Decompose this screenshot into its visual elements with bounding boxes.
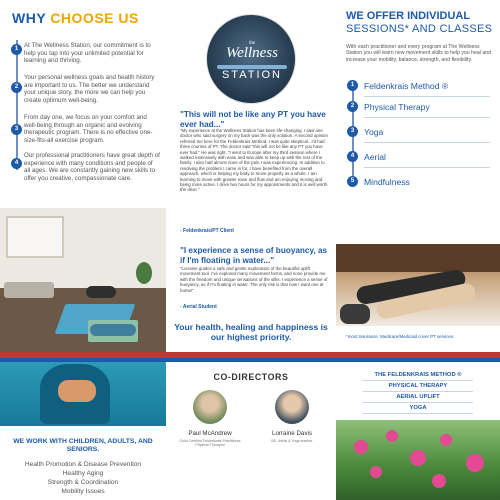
flower	[466, 454, 484, 472]
director-card-paul	[174, 390, 246, 448]
clients-title: WE WORK WITH CHILDREN, ADULTS, AND SENIORS.	[13, 438, 153, 453]
service-yoga: Yoga	[364, 127, 384, 137]
plant	[136, 262, 152, 284]
codirectors-panel	[168, 362, 334, 500]
summary-item-yoga: YOGA	[363, 403, 473, 414]
logo-station-text: STATION	[221, 69, 283, 81]
insurance-footnote: *most Insurance, Medicare/Medicaid cover PT services.	[346, 334, 455, 339]
offer-description: With each practitioner and every program at The Wellness Station you will learn new movement skills to help you heal and increase your mobility, balance, strength, and flexibility.	[346, 44, 492, 63]
codirectors-title: CO-DIRECTORS	[213, 372, 289, 382]
tagline: Your health, healing and happiness is our highest priority.	[174, 322, 328, 342]
step-number-2: 2	[11, 82, 22, 93]
timeline-line	[16, 40, 18, 170]
testimonial-2-body: "Lorraine guides a safe and gentle exploration of the beautiful uplift movement tool. I've explored many movement forms, and none provide me with the freedom and unique sensations of the silks. I experience a sense of buoyancy, as if I'm floating in water. The only risk is that now I want one at home!"	[180, 266, 328, 293]
blanket-stack	[4, 282, 54, 298]
director-name: Lorraine Davis	[272, 430, 312, 437]
clients-list-item: Healthy Aging	[62, 470, 104, 477]
service-separator	[364, 142, 490, 143]
flower	[440, 434, 452, 446]
step-number-4: 4	[11, 158, 22, 169]
flower	[432, 474, 446, 488]
director-role: Guild Certified Feldenkrais Practitioner Physical Therapist	[179, 439, 241, 448]
avatar	[193, 390, 227, 424]
bolster-blue	[90, 324, 136, 336]
logo-the-text: the	[248, 41, 256, 46]
step-number-3: 3	[11, 124, 22, 135]
clients-panel	[0, 362, 166, 500]
service-separator	[364, 167, 490, 168]
logo-wellness-text: Wellness	[226, 45, 278, 61]
testimonial-1-signature: - Feldenkrais/PT Client	[180, 228, 234, 234]
flower	[386, 430, 398, 442]
service-aerial: Aerial	[364, 152, 386, 162]
flowers-photo	[336, 420, 500, 500]
why-item-1: At The Wellness Station, our commitment is to help you tap into your unlimited potential for learning and thriving.	[24, 42, 151, 65]
clients-list-item: Strength & Coordination	[47, 479, 119, 486]
service-number-1: 1	[347, 80, 358, 91]
testimonial-2-signature: - Aerial Student	[180, 304, 217, 310]
child-figure	[58, 380, 96, 402]
offer-title-line-2: SESSIONS* AND CLASSES	[346, 22, 493, 35]
director-role: BS, Aerial & Yoga teacher	[271, 439, 313, 443]
step-number-1: 1	[11, 44, 22, 55]
why-choose-us-panel	[0, 0, 166, 352]
services-summary-list	[336, 370, 500, 414]
service-number-3: 3	[347, 126, 358, 137]
aerial-child-photo	[0, 362, 166, 426]
summary-item-aerial-uplift: AERIAL UPLIFT	[363, 392, 473, 403]
yoga-class-photo	[336, 244, 500, 326]
offer-title-line-1: WE OFFER INDIVIDUAL	[346, 10, 471, 22]
why-item-4: Our professional practitioners have great depth of experience with many conditions and people of all ages. We are constantly gaining new skills to offer you creative, compassionate care.	[24, 152, 160, 182]
why-title-part-b: CHOOSE US	[50, 10, 139, 26]
person-foreground	[340, 304, 370, 324]
testimonial-1-heading: "This will not be like any PT you have ever had..."	[180, 110, 326, 129]
room-window	[6, 216, 64, 258]
testimonial-1-body: "My experience at the Wellness Station has been life-changing. I saw one doctor who said surgery on my back was the only solution. A second opinion referred me here for the Feldenkrais Method. I was quite skeptical...I'd had three courses of PT. The doctor said "this will not be like any PT you have ever had." He was right. "I went to Europe after my third session where I walked extensively with ease and was able to keep up with the rest of the family. I also had almost none of the pain I was experiencing. In addition to resolving the problem I came in for, I have benefited from the overall approach, which is helping my body to move properly as a whole. I am learning to move with greater ease and flow and am enjoying moving and being more active. I drive two hours for my appointments and it is well worth the drive."	[180, 128, 328, 193]
clients-list-item: Health Promotion & Disease Prevention	[24, 461, 142, 468]
wellness-station-logo	[206, 14, 296, 104]
why-title-part-a: WHY	[12, 10, 51, 26]
service-separator	[364, 117, 490, 118]
director-name: Paul McAndrew	[188, 430, 232, 437]
service-number-2: 2	[347, 101, 358, 112]
studio-room-photo	[0, 208, 166, 352]
clients-list	[0, 460, 166, 496]
service-physical-therapy: Physical Therapy	[364, 102, 430, 112]
service-number-4: 4	[347, 151, 358, 162]
avatar	[275, 390, 309, 424]
flower	[354, 440, 368, 454]
why-item-2: Your personal wellness goals and health history are important to us. The better we understand your unique story, the more we can help you create optimum well-being.	[24, 74, 155, 104]
offer-title	[346, 10, 492, 35]
flower	[410, 450, 426, 466]
testimonial-2-heading: "I experience a sense of buoyancy, as if I'm floating in water..."	[180, 246, 328, 265]
why-choose-us-title	[12, 10, 139, 26]
wood-ceiling	[336, 244, 500, 272]
flower	[370, 466, 382, 478]
clients-list-item: Mobility Issues	[61, 488, 105, 495]
testimonials-panel	[168, 0, 334, 352]
why-item-3: From day one, we focus on your comfort and well-being through an organic and evolving therapeutic program. There is no effective one-size-fits-all exercise program.	[24, 114, 153, 144]
service-separator	[364, 96, 490, 97]
service-mindfulness: Mindfulness	[364, 177, 410, 187]
services-summary-panel	[336, 362, 500, 500]
services-panel	[336, 0, 500, 352]
bolster-dark	[86, 286, 116, 298]
summary-item-physical-therapy: PHYSICAL THERAPY	[363, 381, 473, 392]
service-number-5: 5	[347, 176, 358, 187]
service-feldenkrais: Feldenkrais Method ®	[364, 81, 449, 91]
director-card-lorraine	[256, 390, 328, 443]
summary-item-feldenkrais: THE FELDENKRAIS METHOD ®	[363, 370, 473, 381]
